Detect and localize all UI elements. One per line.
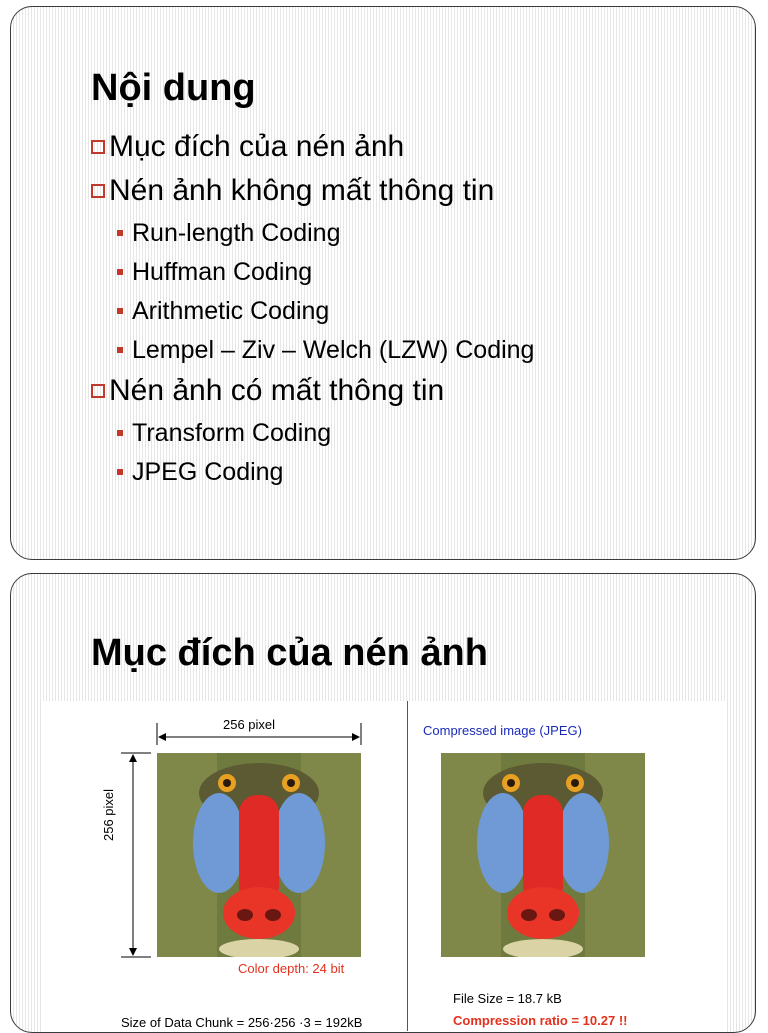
sub-bullet-label: JPEG Coding <box>132 458 284 486</box>
square-bullet-icon <box>117 308 123 314</box>
data-chunk-label: Size of Data Chunk = 256·256 ·3 = 192kB <box>121 1015 363 1030</box>
color-depth-label: Color depth: 24 bit <box>238 961 345 976</box>
bullet-section <box>91 127 534 171</box>
slide-title: Mục đích của nén ảnh <box>91 632 488 674</box>
bullet-label: Mục đích của nén ảnh <box>109 130 405 163</box>
width-label: 256 pixel <box>223 717 276 732</box>
sub-bullet-label: Run-length Coding <box>132 219 341 247</box>
sub-bullet <box>91 454 534 493</box>
mandrill-original-image <box>157 753 361 957</box>
bullet-section <box>91 371 534 415</box>
sub-bullet-label: Huffman Coding <box>132 258 313 286</box>
checkbox-bullet-icon <box>91 140 105 154</box>
square-bullet-icon <box>117 230 123 236</box>
contents-list <box>91 127 534 493</box>
bullet-section <box>91 171 534 215</box>
file-size-label: File Size = 18.7 kB <box>453 991 562 1006</box>
checkbox-bullet-icon <box>91 184 105 198</box>
square-bullet-icon <box>117 269 123 275</box>
sub-bullet <box>91 254 534 293</box>
sub-bullet <box>91 332 534 371</box>
checkbox-bullet-icon <box>91 384 105 398</box>
bullet-label: Nén ảnh có mất thông tin <box>109 374 445 407</box>
compression-figure <box>43 701 725 1033</box>
square-bullet-icon <box>117 347 123 353</box>
height-label: 256 pixel <box>101 788 116 841</box>
compressed-caption: Compressed image (JPEG) <box>423 723 582 738</box>
sub-bullet-label: Transform Coding <box>132 419 332 447</box>
figure-divider <box>407 701 408 1031</box>
square-bullet-icon <box>117 469 123 475</box>
slide-purpose <box>10 573 756 1033</box>
square-bullet-icon <box>117 430 123 436</box>
sub-bullet <box>91 415 534 454</box>
compression-ratio-label: Compression ratio = 10.27 !! <box>453 1013 628 1028</box>
sub-bullet <box>91 215 534 254</box>
sub-bullet <box>91 293 534 332</box>
sub-bullet-label: Lempel – Ziv – Welch (LZW) Coding <box>132 336 535 364</box>
slide-contents <box>10 6 756 560</box>
mandrill-compressed-image <box>441 753 645 957</box>
bullet-label: Nén ảnh không mất thông tin <box>109 174 495 207</box>
slide-title: Nội dung <box>91 67 256 109</box>
sub-bullet-label: Arithmetic Coding <box>132 297 330 325</box>
